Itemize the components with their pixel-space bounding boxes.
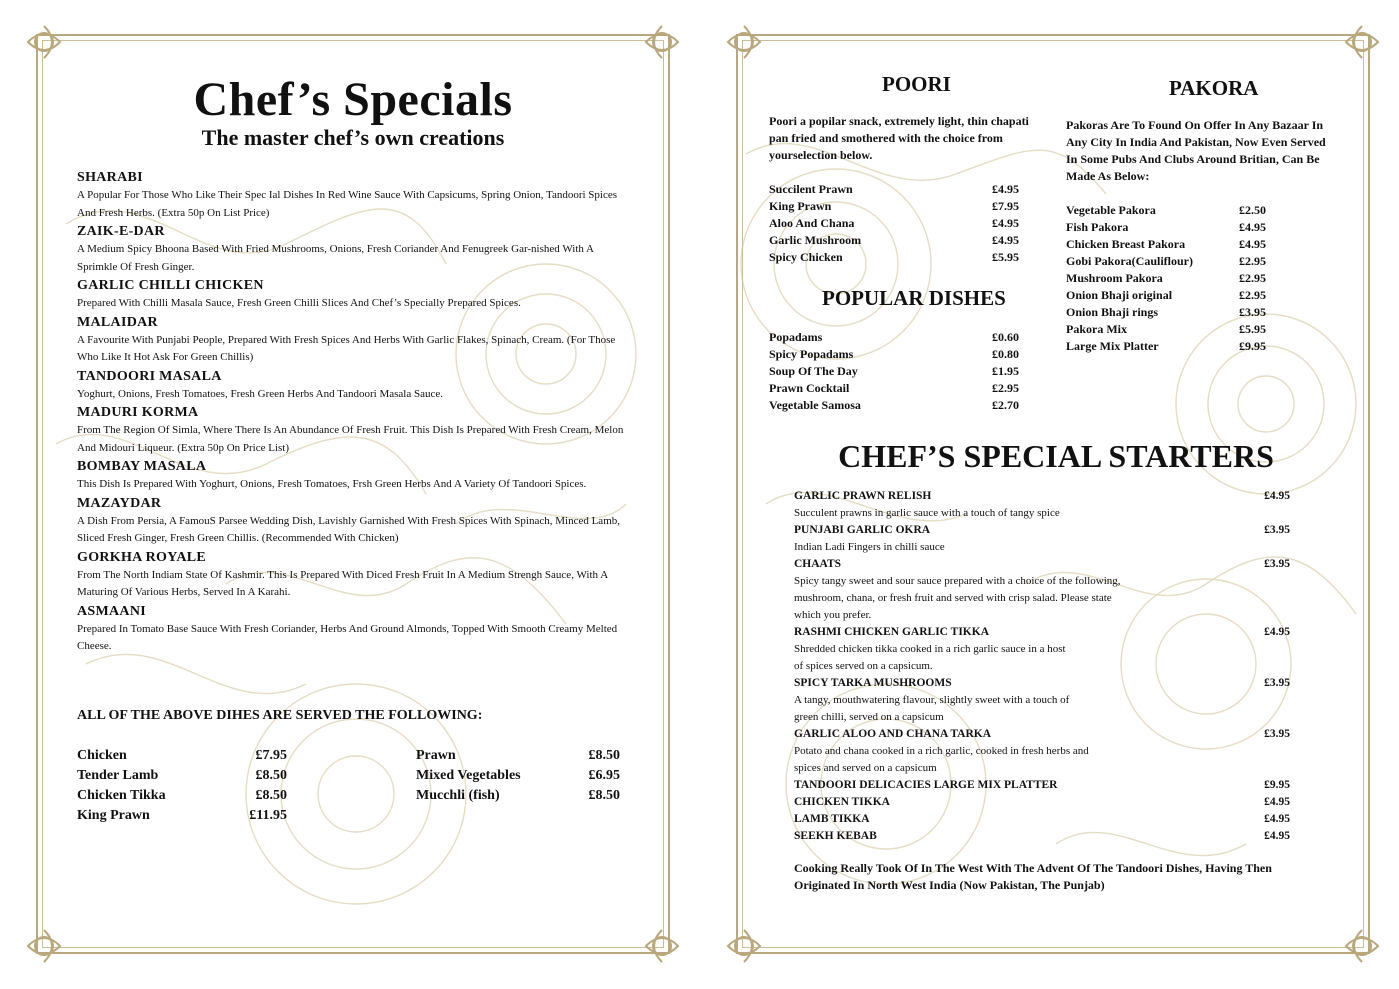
- item-name: Mushroom Pakora: [1066, 271, 1163, 285]
- price-row: [769, 249, 1019, 266]
- corner-ornament-icon: [24, 22, 68, 66]
- poori-price-list: [769, 181, 1019, 266]
- tandoori-history-note: Cooking Really Took Of In The West With The Advent Of The Tandoori Dishes, Having Then Originated In North West India (Now Pakistan, The Punjab): [794, 861, 1272, 892]
- starter-name: CHICKEN TIKKA: [794, 796, 890, 808]
- corner-ornament-icon: [724, 922, 768, 966]
- starter-price: £4.95: [1264, 796, 1290, 808]
- item-price: £8.50: [588, 748, 620, 763]
- starter-row: [794, 488, 1290, 505]
- item-price: £7.95: [255, 748, 287, 763]
- price-row: [1066, 338, 1266, 355]
- right-menu-page: [726, 24, 1380, 964]
- item-price: £4.95: [1239, 237, 1266, 251]
- starter-name: GARLIC PRAWN RELISH: [794, 490, 932, 502]
- starter-row: [794, 675, 1290, 692]
- starter-name: GARLIC ALOO AND CHANA TARKA: [794, 728, 992, 740]
- item-name: Succilent Prawn: [769, 182, 853, 196]
- dish-item: [77, 404, 627, 457]
- item-price: £0.80: [992, 347, 1019, 361]
- price-row: [1066, 270, 1266, 287]
- pakora-intro: Pakoras Are To Found On Offer In Any Bazaar In Any City In India And Pakistan, Now Even Served In Some Pubs And Clubs Around Britian, Can Be Made As Below:: [1066, 118, 1326, 183]
- price-row: [77, 766, 287, 786]
- price-row: [769, 232, 1019, 249]
- item-price: £4.95: [1239, 220, 1266, 234]
- starter-item: [794, 522, 1290, 556]
- item-name: Spicy Chicken: [769, 250, 843, 264]
- price-row: [1066, 219, 1266, 236]
- price-row: [1066, 202, 1266, 219]
- item-name: Chicken Tikka: [77, 788, 166, 803]
- price-row: [416, 786, 620, 806]
- starter-description: which you prefer.: [794, 609, 872, 621]
- item-price: £1.95: [992, 364, 1019, 378]
- dish-item: [77, 223, 627, 276]
- dish-name: ASMAANI: [77, 603, 146, 619]
- item-price: £2.50: [1239, 203, 1266, 217]
- served-price-column: [77, 746, 287, 826]
- item-price: £6.95: [588, 768, 620, 783]
- dish-item: [77, 368, 627, 404]
- item-name: Gobi Pakora(Cauliflour): [1066, 254, 1194, 268]
- item-name: Pakora Mix: [1066, 322, 1127, 336]
- item-price: £8.50: [255, 788, 287, 803]
- dish-name: MALAIDAR: [77, 314, 158, 330]
- item-name: Vegetable Pakora: [1066, 203, 1156, 217]
- dish-description: A Medium Spicy Bhoona Based With Fried Mushrooms, Onions, Fresh Coriander And Fenugreek Gar-nished With A Sprimkle Of Fresh Ginger.: [77, 243, 594, 273]
- price-row: [77, 786, 287, 806]
- price-row: [1066, 304, 1266, 321]
- starter-item: [794, 726, 1290, 777]
- starter-description: A tangy, mouthwatering flavour, slightly sweet with a touch of: [794, 694, 1070, 706]
- dish-description: A Dish From Persia, A FamouS Parsee Wedding Dish, Lavishly Garnished With Fresh Spices With Spinach, Minced Lamb, Sliced Fresh Ginger, Fresh Green Chillis. (Recommended With Chicken): [77, 514, 620, 544]
- starter-item: [794, 624, 1290, 675]
- starter-row: [794, 794, 1290, 811]
- item-price: £7.95: [992, 199, 1019, 213]
- dish-name: MADURI KORMA: [77, 405, 199, 420]
- price-row: [77, 746, 287, 766]
- starter-item: [794, 488, 1290, 522]
- item-price: £2.95: [1239, 288, 1266, 302]
- dish-name: SHARABI: [77, 170, 143, 185]
- item-name: Soup Of The Day: [769, 364, 858, 378]
- item-name: Mucchli (fish): [416, 788, 500, 803]
- starter-name: TANDOORI DELICACIES LARGE MIX PLATTER: [794, 779, 1058, 791]
- item-price: £11.95: [249, 808, 287, 823]
- dish-item: [77, 277, 627, 313]
- chef-specials-list: [77, 168, 627, 656]
- item-name: Large Mix Platter: [1066, 339, 1159, 353]
- dish-name: GARLIC CHILLI CHICKEN: [77, 278, 264, 293]
- starter-price: £9.95: [1264, 779, 1290, 791]
- left-menu-page: [26, 24, 680, 964]
- dish-description: A Favourite With Punjabi People, Prepared With Fresh Spices And Herbs With Garlic Flakes, Spinach, Cream. (For Those Who Like It Hot Ask For Green Chillis): [77, 333, 616, 363]
- starter-description: Succulent prawns in garlic sauce with a touch of tangy spice: [794, 507, 1060, 519]
- dish-item: [77, 495, 627, 548]
- popular-dishes-price-list: [769, 329, 1019, 414]
- dish-item: [77, 458, 627, 494]
- served-with-heading: ALL OF THE ABOVE DIHES ARE SERVED THE FOLLOWING:: [77, 708, 483, 723]
- starter-description: Potato and chana cooked in a rich garlic, cooked in fresh herbs and: [794, 745, 1089, 757]
- dish-description: From The Region Of Simla, Where There Is An Abundance Of Fresh Fruit. This Dish Is Prepared With Fresh Cream, Melon And Midouri Liqueur. (Extra 50p On Price List): [77, 424, 624, 454]
- price-row: [1066, 321, 1266, 338]
- served-price-column: [416, 746, 620, 806]
- starter-name: LAMB TIKKA: [794, 813, 870, 825]
- price-row: [769, 215, 1019, 232]
- item-price: £0.60: [992, 330, 1019, 344]
- poori-heading: POORI: [882, 72, 951, 96]
- dish-name: MAZAYDAR: [77, 495, 162, 511]
- starter-description: Indian Ladi Fingers in chilli sauce: [794, 541, 945, 553]
- item-price: £2.95: [1239, 254, 1266, 268]
- starter-row: [794, 811, 1290, 828]
- starter-row: [794, 726, 1290, 743]
- starter-price: £4.95: [1264, 626, 1290, 638]
- starter-description: green chilli, served on a capsicum: [794, 711, 944, 723]
- popular-dishes-heading: POPULAR DISHES: [822, 286, 1006, 310]
- starter-description: mushroom, chana, or fresh fruit and served with crisp salad. Please state: [794, 592, 1112, 604]
- item-price: £8.50: [255, 768, 287, 783]
- dish-description: From The North Indiam State Of Kashmir. This Is Prepared With Diced Fresh Fruit In A Medium Strengh Sauce, With A Maturing Of Various Herbs, Served In A Karahi.: [77, 568, 608, 598]
- starter-row: [794, 522, 1290, 539]
- item-price: £2.95: [992, 381, 1019, 395]
- item-name: Chicken Breast Pakora: [1066, 237, 1186, 251]
- starter-price: £4.95: [1264, 490, 1290, 502]
- item-name: Prawn: [416, 748, 456, 763]
- item-price: £8.50: [588, 788, 620, 803]
- item-name: Spicy Popadams: [769, 347, 854, 361]
- price-row: [416, 766, 620, 786]
- dish-item: [77, 314, 627, 367]
- starter-price: £3.95: [1264, 728, 1290, 740]
- item-price: £4.95: [992, 182, 1019, 196]
- corner-ornament-icon: [24, 922, 68, 966]
- poori-intro: Poori a popilar snack, extremely light, thin chapati pan fried and smothered with the choice from yourselection below.: [769, 114, 1029, 162]
- corner-ornament-icon: [638, 22, 682, 66]
- dish-name: GORKHA ROYALE: [77, 549, 207, 565]
- item-name: Vegetable Samosa: [769, 398, 861, 412]
- page-title: Chef’s Specials: [193, 73, 513, 126]
- dish-description: Prepared With Chilli Masala Sauce, Fresh Green Chilli Slices And Chef’s Specially Prepared Spices.: [77, 297, 521, 309]
- item-price: £5.95: [992, 250, 1019, 264]
- item-price: £2.95: [1239, 271, 1266, 285]
- price-row: [769, 198, 1019, 215]
- item-price: £5.95: [1239, 322, 1266, 336]
- item-name: Chicken: [77, 748, 127, 763]
- item-name: Onion Bhaji rings: [1066, 305, 1159, 319]
- item-name: Mixed Vegetables: [416, 768, 521, 783]
- starter-row: [794, 556, 1290, 573]
- starter-name: CHAATS: [794, 558, 842, 570]
- item-name: Popadams: [769, 330, 823, 344]
- page-subtitle: The master chef’s own creations: [201, 125, 505, 150]
- pakora-heading: PAKORA: [1169, 76, 1259, 100]
- dish-name: ZAIK-E-DAR: [77, 224, 165, 239]
- starter-description: Shredded chicken tikka cooked in a rich garlic sauce in a host: [794, 643, 1066, 655]
- item-price: £4.95: [992, 216, 1019, 230]
- price-row: [77, 806, 287, 826]
- price-row: [1066, 287, 1266, 304]
- starter-description: Spicy tangy sweet and sour sauce prepared with a choice of the following,: [794, 575, 1121, 587]
- item-name: King Prawn: [77, 808, 150, 823]
- dish-name: TANDOORI MASALA: [77, 368, 222, 384]
- price-row: [769, 397, 1019, 414]
- corner-ornament-icon: [1338, 22, 1382, 66]
- price-row: [769, 181, 1019, 198]
- item-name: King Prawn: [769, 199, 832, 213]
- dish-description: Prepared In Tomato Base Sauce With Fresh Coriander, Herbs And Ground Almonds, Topped With Smooth Creamy Melted Cheese.: [77, 622, 618, 652]
- starter-row: [794, 624, 1290, 641]
- starter-price: £3.95: [1264, 524, 1290, 536]
- starters-heading: CHEF’S SPECIAL STARTERS: [838, 438, 1274, 474]
- pakora-price-list: [1066, 202, 1266, 355]
- price-row: [416, 746, 620, 766]
- starters-list: [794, 488, 1290, 845]
- corner-ornament-icon: [638, 922, 682, 966]
- item-name: Prawn Cocktail: [769, 381, 850, 395]
- starter-name: RASHMI CHICKEN GARLIC TIKKA: [794, 626, 989, 638]
- dish-item: [77, 549, 627, 602]
- starter-row: [794, 828, 1290, 845]
- item-price: £3.95: [1239, 305, 1266, 319]
- price-row: [1066, 236, 1266, 253]
- item-name: Garlic Mushroom: [769, 233, 862, 247]
- corner-ornament-icon: [1338, 922, 1382, 966]
- item-name: Tender Lamb: [77, 768, 159, 783]
- starter-item: [794, 556, 1290, 624]
- price-row: [1066, 253, 1266, 270]
- price-row: [769, 329, 1019, 346]
- dish-description: A Popular For Those Who Like Their Spec Ial Dishes In Red Wine Sauce With Capsicums, Spring Onion, Tandoori Spices And Fresh Herbs. (Extra 50p On List Price): [77, 189, 618, 219]
- starter-price: £4.95: [1264, 830, 1290, 842]
- dish-description: This Dish Is Prepared With Yoghurt, Onions, Fresh Tomatoes, Frsh Green Herbs And A Variety Of Tandoori Spices.: [77, 478, 587, 490]
- item-price: £4.95: [992, 233, 1019, 247]
- starter-price: £4.95: [1264, 813, 1290, 825]
- dish-item: [77, 169, 627, 222]
- dish-description: Yoghurt, Onions, Fresh Tomatoes, Fresh Green Herbs And Tandoori Masala Sauce.: [77, 387, 444, 400]
- starter-description: of spices served on a capsicum.: [794, 660, 933, 672]
- dish-item: [77, 603, 627, 656]
- starter-price: £3.95: [1264, 558, 1290, 570]
- dish-name: BOMBAY MASALA: [77, 459, 207, 474]
- price-row: [769, 363, 1019, 380]
- starter-name: SEEKH KEBAB: [794, 830, 877, 842]
- item-price: £9.95: [1239, 339, 1266, 353]
- item-price: £2.70: [992, 398, 1019, 412]
- item-name: Aloo And Chana: [769, 216, 855, 230]
- starter-item: [794, 675, 1290, 726]
- starter-price: £3.95: [1264, 677, 1290, 689]
- starter-row: [794, 777, 1290, 794]
- price-row: [769, 346, 1019, 363]
- starter-description: spices and served on a capsicum: [794, 762, 937, 774]
- item-name: Fish Pakora: [1066, 220, 1129, 234]
- starter-name: SPICY TARKA MUSHROOMS: [794, 677, 952, 689]
- corner-ornament-icon: [724, 22, 768, 66]
- starter-name: PUNJABI GARLIC OKRA: [794, 524, 931, 536]
- price-row: [769, 380, 1019, 397]
- item-name: Onion Bhaji original: [1066, 288, 1173, 302]
